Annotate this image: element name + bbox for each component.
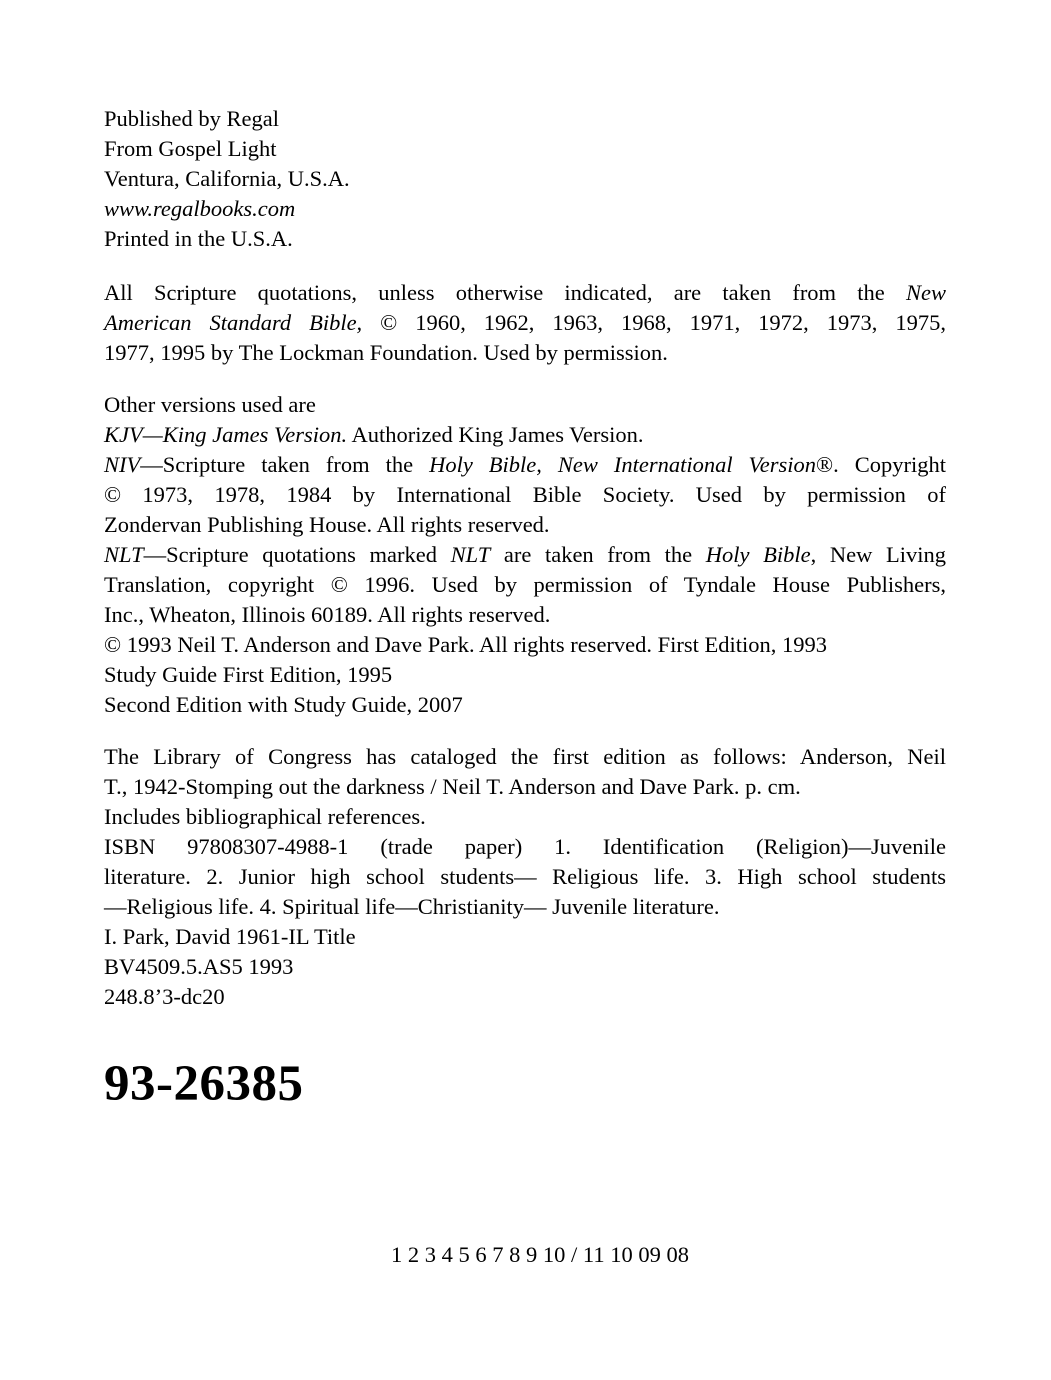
copyright-page <box>104 104 946 1012</box>
versions-block <box>104 390 946 720</box>
publisher-website[interactable] <box>104 194 946 224</box>
niv-text: —Scripture taken from the <box>140 452 414 477</box>
catalog-line: —Religious life. 4. Spiritual life—Christianity— Juvenile literature. <box>104 894 720 919</box>
versions-intro: Other versions used are <box>104 392 316 417</box>
nlt-abbrev: NLT <box>450 542 491 567</box>
niv-title: Holy Bible, New International Version <box>429 452 817 477</box>
nlt-abbrev: NLT <box>104 542 144 567</box>
print-line: 1 2 3 4 5 6 7 8 9 10 / 11 10 09 08 <box>391 1242 689 1267</box>
scripture-title-part: New <box>905 280 946 305</box>
niv-line-1 <box>104 450 946 480</box>
niv-line-3: Zondervan Publishing House. All rights reserved. <box>104 512 550 537</box>
spacer <box>104 254 946 278</box>
spacer <box>104 368 946 390</box>
catalog-line: T., 1942-Stomping out the darkness / Neil T. Anderson and Dave Park. p. cm. <box>104 774 801 799</box>
scripture-line-2 <box>104 308 946 338</box>
nlt-title: Holy Bible <box>705 542 811 567</box>
niv-abbrev: NIV <box>104 452 141 477</box>
study-guide-line: Study Guide First Edition, 1995 <box>104 662 393 687</box>
printed-in: Printed in the U.S.A. <box>104 226 293 251</box>
catalog-block <box>104 742 946 1012</box>
catalog-isbn-line: ISBN 97808307-4988-1 (trade paper) 1. Identification (Religion)—Juvenile <box>104 834 946 859</box>
scripture-text: © 1960, 1962, 1963, 1968, 1971, 1972, 1973, 1975, <box>380 310 946 335</box>
nlt-text: —Scripture quotations marked <box>143 542 438 567</box>
publisher-imprint: From Gospel Light <box>104 136 277 161</box>
second-edition-line: Second Edition with Study Guide, 2007 <box>104 692 463 717</box>
scripture-text: All Scripture quotations, unless otherwise indicated, are taken from the <box>104 280 885 305</box>
nlt-line-2: Translation, copyright © 1996. Used by permission of Tyndale House Publishers, <box>104 572 946 597</box>
catalog-line: I. Park, David 1961-IL Title <box>104 924 356 949</box>
niv-text: ®. Copyright <box>816 452 946 477</box>
publisher-block <box>104 104 946 254</box>
nlt-text: are taken from the <box>503 542 693 567</box>
scripture-notice <box>104 278 946 368</box>
scripture-line-3: 1977, 1995 by The Lockman Foundation. Used by permission. <box>104 340 668 365</box>
nlt-line-1 <box>104 540 946 570</box>
publisher-line: Published by Regal <box>104 106 279 131</box>
publisher-location: Ventura, California, U.S.A. <box>104 166 350 191</box>
scripture-line-1 <box>104 278 946 308</box>
catalog-line: Includes bibliographical references. <box>104 804 426 829</box>
copyright-line: © 1993 Neil T. Anderson and Dave Park. All rights reserved. First Edition, 1993 <box>104 632 828 657</box>
catalog-line: The Library of Congress has cataloged the first edition as follows: Anderson, Neil <box>104 744 946 769</box>
nlt-text: , New Living <box>810 542 946 567</box>
website-link[interactable]: www.regalbooks.com <box>104 196 296 221</box>
catalog-line: literature. 2. Junior high school students— Religious life. 3. High school students <box>104 864 946 889</box>
niv-line-2: © 1973, 1978, 1984 by International Bible Society. Used by permission of <box>104 482 946 507</box>
kjv-line <box>104 420 946 450</box>
catalog-dewey: 248.8’3-dc20 <box>104 984 225 1009</box>
catalog-call-number: BV4509.5.AS5 1993 <box>104 954 294 979</box>
lccn-number: 93-26385 <box>104 1056 304 1112</box>
kjv-text: Authorized King James Version. <box>351 422 644 447</box>
scripture-title-part: American Standard Bible, <box>104 310 363 335</box>
kjv-title: KJV—King James Version. <box>104 422 348 447</box>
nlt-line-3: Inc., Wheaton, Illinois 60189. All rights reserved. <box>104 602 551 627</box>
spacer <box>104 720 946 742</box>
